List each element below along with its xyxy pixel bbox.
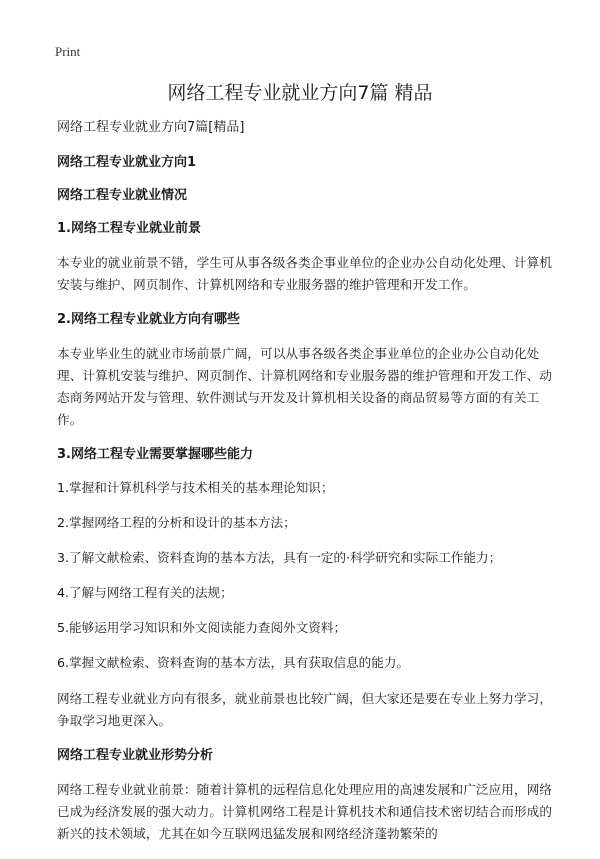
section-heading-directions: 2.网络工程专业就业方向有哪些 [57, 312, 240, 327]
list-item: 3.了解文献检索、资料查询的基本方法，具有一定的·科学研究和实际工作能力； [57, 550, 502, 565]
section-heading-employment-status: 网络工程专业就业情况 [57, 188, 188, 203]
section-heading-abilities: 3.网络工程专业需要掌握哪些能力 [57, 447, 253, 462]
document-body [57, 118, 553, 859]
section-heading-prospects: 1.网络工程专业就业前景 [57, 221, 201, 236]
list-item: 1.掌握和计算机科学与技术相关的基本理论知识； [57, 480, 334, 495]
print-link[interactable]: Print [55, 44, 81, 59]
document-title: 网络工程专业就业方向7篇 精品 [167, 82, 433, 104]
list-item: 6.掌握文献检索、资料查询的基本方法，具有获取信息的能力。 [57, 655, 410, 670]
paragraph-summary: 网络工程专业就业方向有很多，就业前景也比较广阔，但大家还是要在专业上努力学习，争取学习地更深入。 [57, 691, 553, 728]
section-heading-direction-1: 网络工程专业就业方向1 [57, 155, 197, 170]
section-heading-situation-analysis: 网络工程专业就业形势分析 [57, 748, 214, 763]
paragraph-situation-analysis: 网络工程专业就业前景：随着计算机的远程信息化处理应用的高速发展和广泛应用，网络已成为经济发展的强大动力。计算机网络工程是计算机技术和通信技术密切结合而形成的新兴的技术领域，尤其在如今互联网迅猛发展和网络经济蓬勃繁荣的 [57, 782, 553, 841]
list-item: 4.了解与网络工程有关的法规； [57, 585, 233, 600]
paragraph-prospects: 本专业的就业前景不错，学生可从事各级各类企事业单位的企业办公自动化处理、计算机安装与维护、网页制作、计算机网络和专业服务器的维护管理和开发工作。 [57, 255, 553, 292]
list-item: 2.掌握网络工程的分析和设计的基本方法； [57, 515, 296, 530]
document-subtitle: 网络工程专业就业方向7篇[精品] [57, 120, 245, 135]
abilities-list [57, 478, 553, 673]
list-item: 5.能够运用学习知识和外文阅读能力查阅外文资料； [57, 620, 347, 635]
paragraph-directions: 本专业毕业生的就业市场前景广阔，可以从事各级各类企事业单位的企业办公自动化处理、计算机安装与维护、网页制作、计算机网络和专业服务器的维护管理和开发工作、动态商务网站开发与管理、软件测试与开发及计算机相关设备的商品贸易等方面的有关工作。 [57, 346, 553, 427]
